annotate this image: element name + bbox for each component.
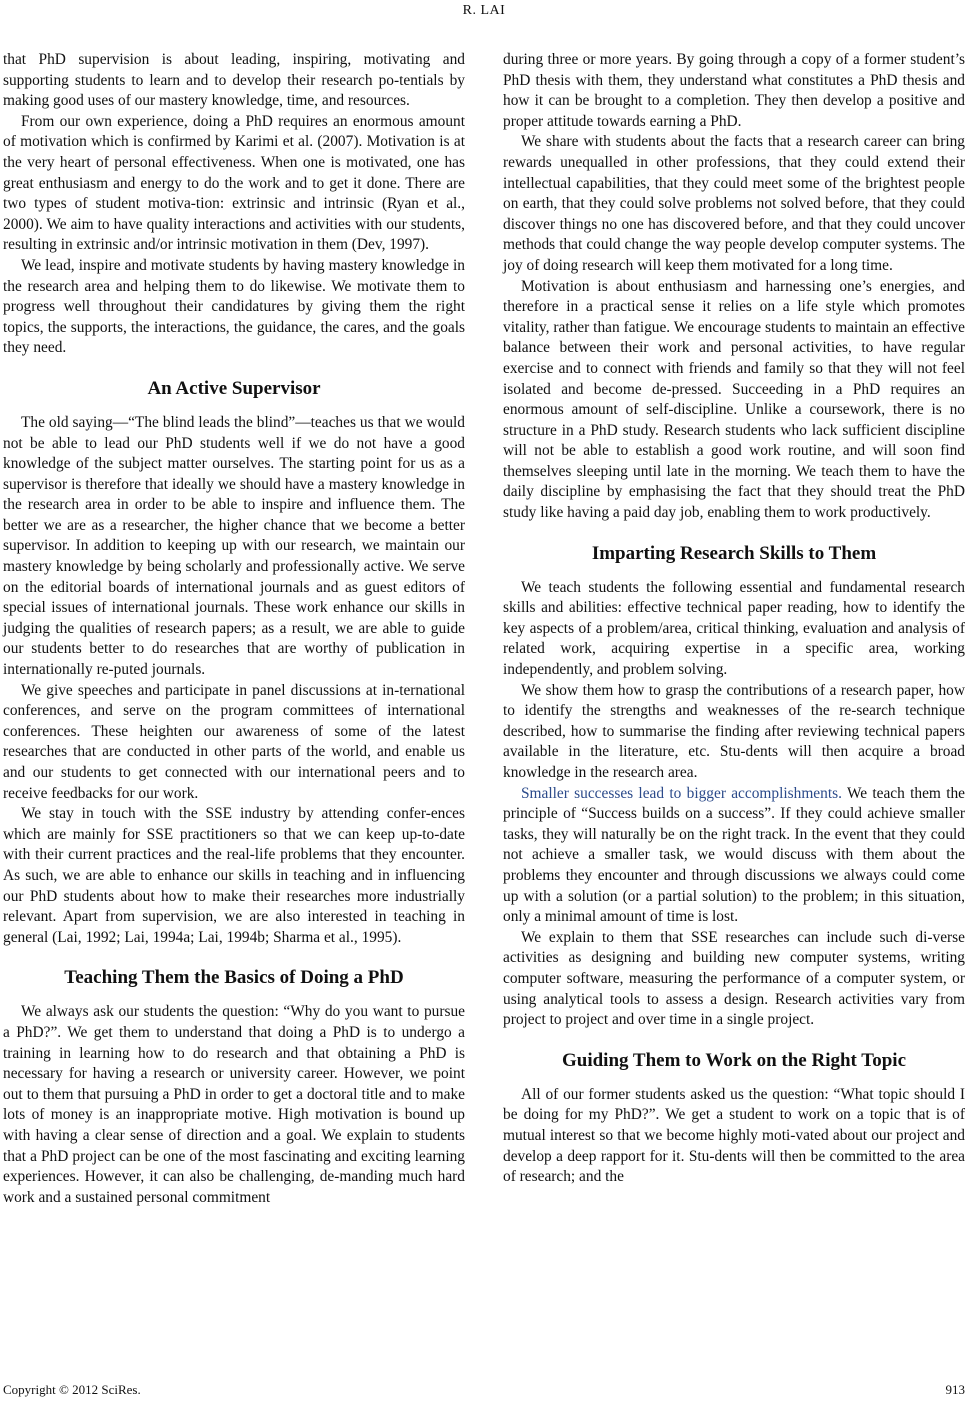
running-head: R. LAI (462, 3, 506, 18)
section-heading-research-skills: Imparting Research Skills to Them (591, 542, 877, 564)
section-heading-teaching-basics: Teaching Them the Basics of Doing a PhD (64, 967, 404, 989)
right-column (503, 50, 965, 1188)
paragraph: We always ask our students the question: “Why do you want to pursue a PhD?”. We get them to understand that doing a PhD is to undergo a training in learning how to do research and that obtaining a PhD is necessary for having a research or university career. However, we point out to them that pursuing a PhD in order to get a doctoral title and to make lots of money is an inappropriate motive. High motivation is bound up with having a clear sense of direction and a goal. We explain to students that a PhD project can be one of the most fascinating and exciting learning experiences. However, it can also be challenging, de-manding much hard work and a sustained personal commitment (3, 1003, 465, 1206)
paragraph: during three or more years. By going through a copy of a former student’s PhD thesis with them, they understand what constitutes a PhD thesis and how it can be brought to a completion. They then develop a positive and proper attitude towards earning a PhD. (503, 51, 965, 130)
paragraph: Motivation is about enthusiasm and harnessing one’s energies, and therefore in a practical sense it relies on a life style which promotes vitality, rather than fatigue. We encourage students to maintain an effective balance between their work and personal activities, to have regular exercise and to connect with friends and family so that they will not feel isolated and become de-pressed. Succeeding in a PhD requires an enormous amount of self-discipline. Unlike a coursework, there is no structure in a PhD study. Research students who lack sufficient discipline will not be able to establish a good work routine, and will soon find themselves sleeping until late in the morning. We teach them to have the daily discipline by emphasising the fact that they should treat the PhD study like having a paid day job, enabling them to work productively. (503, 277, 965, 522)
paragraph: We teach students the following essential and fundamental research skills and abilities: effective technical paper reading, how to identify the key aspects of a problem/area, critical thinking, evaluation and analysis of related work, acquiring expertise in a specific area, working independently, and problem solving. (503, 578, 965, 679)
paragraph (503, 784, 965, 928)
paragraph: From our own experience, doing a PhD requires an enormous amount of motivation which is confirmed by Karimi et al. (2007). Motivation is at the very heart of personal effectiveness. When one is motivated, one has great enthusiasm and energy to do the work and to get it done. There are two types of student motiva-tion: extrinsic and intrinsic (Ryan et al., 2000). We aim to have quality interactions and activities with our students, resulting in extrinsic and/or intrinsic motivation in them (Dev, 1997). (3, 112, 465, 254)
paragraph: We explain to them that SSE researches can include such di-verse activities as designing and building new computer systems, writing computer software, measuring the performance of a computer system, or using analytical tools to assess a design. Research activities vary from project to project and over time in a single project. (503, 928, 965, 1029)
paragraph: We show them how to grasp the contributions of a research paper, how to identify the strengths and weaknesses of the re-search technique described, how to summarise the finding after reviewing technical papers available in the literature, etc. Stu-dents will then acquire a broad knowledge in the research area. (503, 681, 965, 781)
section-heading-right-topic: Guiding Them to Work on the Right Topic (561, 1049, 907, 1071)
paragraph: We give speeches and participate in panel discussions at in-ternational conferences, and serve on the program committees of international conferences. These heighten our awareness of some of the latest researches that are conducted in other parts of the world, and enable us and our students to get connected with our international peers and to receive feedbacks for our work. (3, 681, 465, 802)
paragraph: that PhD supervision is about leading, inspiring, motivating and supporting students to learn and to develop their research po-tentials by making good uses of our mastery knowledge, time, and resources. (3, 51, 465, 110)
page-number: 913 (945, 1382, 965, 1397)
paragraph-text: We teach them the principle of “Success builds on a success”. If they could achieve smaller tasks, they will naturally be on the right track. In the event that they could not achieve a smaller task, we would discuss with them about the problems they encounter and through discussions we always could come up with a solution (or a partial solution) to the problem; in this situation, only a minimal amount of time is lost. (503, 784, 965, 926)
highlighted-sentence: Smaller successes lead to bigger accomplishments. (521, 784, 842, 802)
paragraph: We lead, inspire and motivate students by having mastery knowledge in the research area and helping them to do likewise. We motivate them to progress well throughout their candidatures by giving them the right topics, the supports, the interactions, the guidance, the cares, and the goals they need. (3, 256, 465, 357)
paragraph: The old saying—“The blind leads the blind”—teaches us that we would not be able to lead our PhD students well if we do not have a good knowledge of the subject matter ourselves. The starting point for us as a supervisor is therefore that ideally we should have a mastery knowledge in the research area in order to be able to inspire and influence them. The better we are as a researcher, the higher chance that we become a better supervisor. In addition to keeping up with our research, we maintain our mastery knowledge by being scholarly and professionally active. We serve on the editorial boards of international journals and as guest editors of special issues of international journals. These work enhance our skills in judging the qualities of research papers; as a result, we are able to guide our students better to do researches that are worthy of publication in internationally re-puted journals. (3, 413, 465, 679)
paragraph: All of our former students asked us the question: “What topic should I be doing for my PhD?”. We get a student to work on a topic that is of mutual interest so that we become highly moti-vated about our project and develop a deep rapport for it. Stu-dents will then be committed to the area of research; and the (503, 1085, 965, 1186)
paragraph: We share with students about the facts that a research career can bring rewards unequalled in other professions, that they could extend their intellectual capabilities, that they could meet some of the brightest people on earth, that they could solve problems not solved before, that they could discover things no one has discovered before, and that they could uncover methods that could change the way people develop computer systems. The joy of doing research will keep them motivated for a long time. (503, 133, 965, 274)
left-column (3, 50, 465, 1208)
paragraph: We stay in touch with the SSE industry by attending confer-ences which are mainly for SSE practitioners so that we can keep up-to-date with their current practices and the real-life problems that they encounter. As such, we are able to enhance our skills in teaching and in influencing our PhD students about how to make their researches more industrially relevant. Apart from supervision, we are also interested in teaching in general (Lai, 1992; Lai, 1994a; Lai, 1994b; Sharma et al., 1995). (3, 805, 465, 946)
section-heading-active-supervisor: An Active Supervisor (147, 377, 321, 399)
copyright-notice: Copyright © 2012 SciRes. (3, 1382, 141, 1397)
